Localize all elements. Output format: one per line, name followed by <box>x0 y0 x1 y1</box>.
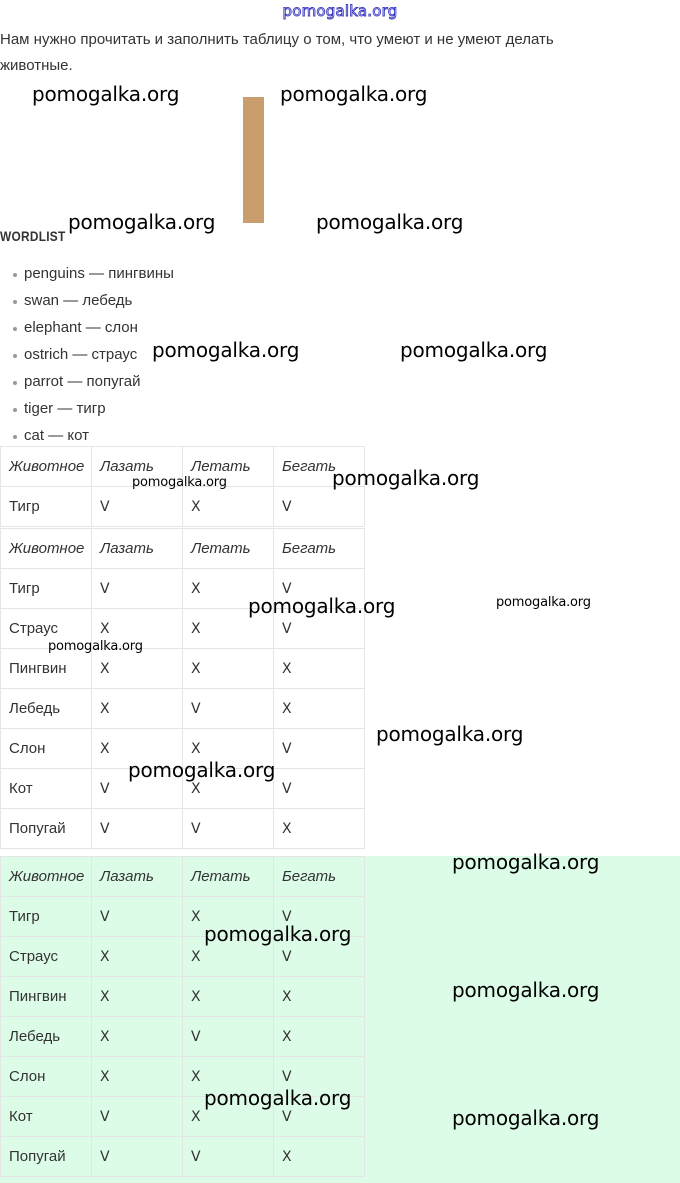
header-cell: Летать <box>183 447 274 487</box>
header-cell: Лазать <box>92 447 183 487</box>
animal-cell: Страус <box>1 937 92 977</box>
animal-cell: Попугай <box>1 1137 92 1177</box>
watermark: pomogalka.org <box>128 758 276 782</box>
animal-cell: Лебедь <box>1 1017 92 1057</box>
animal-cell: Тигр <box>1 569 92 609</box>
animal-cell: Пингвин <box>1 649 92 689</box>
list-item <box>0 370 174 397</box>
table-row <box>1 977 365 1017</box>
mark-cell: X <box>274 689 365 729</box>
header-cell: Летать <box>183 529 274 569</box>
mark-cell: X <box>92 609 183 649</box>
bullet-icon <box>13 435 17 439</box>
mark-cell: V <box>274 1097 365 1137</box>
mark-cell: V <box>274 487 365 527</box>
mark-cell: X <box>183 569 274 609</box>
decorative-stick <box>243 97 264 223</box>
mark-cell: X <box>92 937 183 977</box>
bullet-icon <box>13 408 17 412</box>
mark-cell: X <box>183 897 274 937</box>
header-cell: Бегать <box>274 529 365 569</box>
watermark: pomogalka.org <box>48 639 143 654</box>
mark-cell: X <box>183 1057 274 1097</box>
list-item <box>0 343 174 370</box>
mark-cell: V <box>183 689 274 729</box>
mark-cell: X <box>274 977 365 1017</box>
mark-cell: X <box>92 649 183 689</box>
watermark: pomogalka.org <box>400 338 548 362</box>
animal-cell: Лебедь <box>1 689 92 729</box>
watermark: pomogalka.org <box>376 722 524 746</box>
header-cell: Бегать <box>274 857 365 897</box>
watermark: pomogalka.org <box>496 595 591 610</box>
animal-cell: Страус <box>1 609 92 649</box>
header-cell: Летать <box>183 857 274 897</box>
mark-cell: V <box>183 1137 274 1177</box>
mark-cell: X <box>183 729 274 769</box>
list-item <box>0 316 174 343</box>
header-cell: Лазать <box>92 857 183 897</box>
mark-cell: X <box>92 1017 183 1057</box>
table-row <box>1 1017 365 1057</box>
watermark: pomogalka.org <box>452 978 600 1002</box>
header-cell: Животное <box>1 447 92 487</box>
mark-cell: X <box>274 1137 365 1177</box>
animal-cell: Кот <box>1 769 92 809</box>
mark-cell: V <box>92 1097 183 1137</box>
mark-cell: V <box>274 569 365 609</box>
mark-cell: V <box>274 937 365 977</box>
watermark: pomogalka.org <box>204 1086 352 1110</box>
table-header-row <box>1 857 365 897</box>
mark-cell: V <box>274 609 365 649</box>
mark-cell: X <box>183 769 274 809</box>
watermark: pomogalka.org <box>248 594 396 618</box>
mark-cell: V <box>274 897 365 937</box>
mark-cell: X <box>92 977 183 1017</box>
table-row <box>1 487 365 527</box>
watermark: pomogalka.org <box>332 466 480 490</box>
watermark: pomogalka.org <box>152 338 300 362</box>
table-row <box>1 1137 365 1177</box>
bullet-icon <box>13 327 17 331</box>
list-item <box>0 262 174 289</box>
mark-cell: X <box>274 1017 365 1057</box>
header-cell: Лазать <box>92 529 183 569</box>
mark-cell: V <box>92 769 183 809</box>
mark-cell: V <box>274 729 365 769</box>
animal-cell: Кот <box>1 1097 92 1137</box>
header-cell: Животное <box>1 529 92 569</box>
list-item-text: tiger — тигр <box>24 400 106 417</box>
table-row <box>1 649 365 689</box>
animal-cell: Тигр <box>1 897 92 937</box>
mark-cell: V <box>274 1057 365 1097</box>
list-item-text: swan — лебедь <box>24 292 133 309</box>
table-row <box>1 809 365 849</box>
mark-cell: X <box>183 649 274 689</box>
list-item-text: cat — кот <box>24 427 89 444</box>
watermark: pomogalka.org <box>132 475 227 490</box>
mark-cell: V <box>92 897 183 937</box>
list-item-text: elephant — слон <box>24 319 138 336</box>
watermark: pomogalka.org <box>452 850 600 874</box>
header-cell: Животное <box>1 857 92 897</box>
mark-cell: V <box>92 487 183 527</box>
watermark: pomogalka.org <box>316 210 464 234</box>
mark-cell: X <box>92 729 183 769</box>
table-row <box>1 689 365 729</box>
list-item <box>0 289 174 316</box>
list-item-text: parrot — попугай <box>24 373 141 390</box>
mark-cell: X <box>274 649 365 689</box>
animals-table <box>0 528 365 849</box>
animal-cell: Попугай <box>1 809 92 849</box>
bullet-icon <box>13 381 17 385</box>
mark-cell: X <box>183 1097 274 1137</box>
watermark: pomogalka.org <box>68 210 216 234</box>
list-item-text: ostrich — страус <box>24 346 138 363</box>
intro-text: Нам нужно прочитать и заполнить таблицу о том, что умеют и не умеют делать животные. <box>0 31 554 74</box>
mark-cell: X <box>92 689 183 729</box>
bullet-icon <box>13 300 17 304</box>
watermark: pomogalka.org <box>32 82 180 106</box>
mark-cell: X <box>274 809 365 849</box>
wordlist <box>0 262 174 451</box>
mark-cell: V <box>183 809 274 849</box>
mark-cell: V <box>92 809 183 849</box>
list-item <box>0 397 174 424</box>
bullet-icon <box>13 273 17 277</box>
mark-cell: V <box>92 1137 183 1177</box>
header-cell: Бегать <box>274 447 365 487</box>
animal-cell: Слон <box>1 729 92 769</box>
mark-cell: X <box>183 977 274 1017</box>
watermark: pomogalka.org <box>280 82 428 106</box>
table-header-row <box>1 529 365 569</box>
site-logo[interactable]: pomogalka.org <box>282 2 398 20</box>
watermark: pomogalka.org <box>204 922 352 946</box>
animals-table-answer <box>0 856 365 1177</box>
animal-cell: Слон <box>1 1057 92 1097</box>
animal-cell: Пингвин <box>1 977 92 1017</box>
watermark: pomogalka.org <box>452 1106 600 1130</box>
list-item-text: penguins — пингвины <box>24 265 174 282</box>
mark-cell: X <box>92 1057 183 1097</box>
mark-cell: X <box>183 609 274 649</box>
mark-cell: V <box>92 569 183 609</box>
animal-cell: Тигр <box>1 487 92 527</box>
mark-cell: V <box>183 1017 274 1057</box>
mark-cell: X <box>183 487 274 527</box>
mark-cell: X <box>183 937 274 977</box>
mark-cell: V <box>274 769 365 809</box>
bullet-icon <box>13 354 17 358</box>
wordlist-title: WORDLIST <box>0 228 66 244</box>
